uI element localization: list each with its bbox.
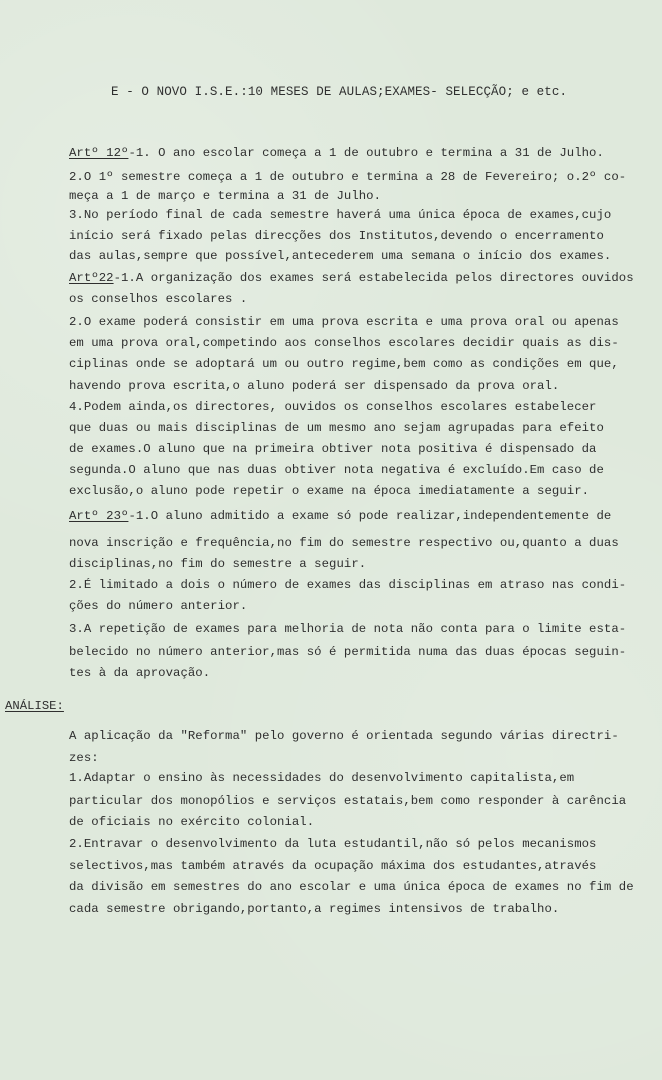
article-22-paragraph-1b: os conselhos escolares . <box>69 292 248 306</box>
article-23-paragraph-3c: tes à da aprovação. <box>69 666 211 680</box>
analysis-line-3: 1.Adaptar o ensino às necessidades do desenvolvimento capitalista,em <box>69 771 575 785</box>
article-12-paragraph-2a: 2.O 1º semestre começa a 1 de outubro e termina a 28 de Fevereiro; o.2º co- <box>69 170 627 184</box>
analysis-line-7: selectivos,mas também através da ocupação máxima dos estudantes,através <box>69 859 597 873</box>
article-23-paragraph-2a: 2.É limitado a dois o número de exames das disciplinas em atraso nas condi- <box>69 578 627 592</box>
analysis-heading: ANÁLISE: <box>5 699 64 713</box>
article-12-label: Artº 12º <box>69 146 129 160</box>
analysis-line-1: A aplicação da "Reforma" pelo governo é orientada segundo várias directri- <box>69 729 619 743</box>
article-12-paragraph-3b: início será fixado pelas direcções dos Institutos,devendo o encerramento <box>69 229 604 243</box>
article-12-line <box>69 147 604 159</box>
article-23-paragraph-2b: ções do número anterior. <box>69 599 248 613</box>
article-22-paragraph-2d: havendo prova escrita,o aluno poderá ser dispensado da prova oral. <box>69 379 560 393</box>
analysis-line-9: cada semestre obrigando,portanto,a regimes intensivos de trabalho. <box>69 902 560 916</box>
article-22-paragraph-4c: de exames.O aluno que na primeira obtiver nota positiva é dispensado da <box>69 442 597 456</box>
article-22-paragraph-4b: que duas ou mais disciplinas de um mesmo ano sejam agrupadas para efeito <box>69 421 604 435</box>
article-23-paragraph-1c: disciplinas,no fim do semestre a seguir. <box>69 557 367 571</box>
document-title: E - O NOVO I.S.E.:10 MESES DE AULAS;EXAMES- SELECÇÃO; e etc. <box>111 85 568 99</box>
article-22-line <box>69 272 634 284</box>
article-22-paragraph-4a: 4.Podem ainda,os directores, ouvidos os conselhos escolares estabelecer <box>69 400 597 414</box>
article-22-text: -1.A organização dos exames será estabelecida pelos directores ouvidos <box>113 271 634 285</box>
analysis-line-4: particular dos monopólios e serviços estatais,bem como responder à carência <box>69 794 627 808</box>
article-22-paragraph-2b: em uma prova oral,competindo aos conselhos escolares decidir quais as dis- <box>69 336 619 350</box>
article-22-label: Artº22 <box>69 271 114 285</box>
analysis-line-2: zes: <box>69 751 99 765</box>
article-23-paragraph-3a: 3.A repetição de exames para melhoria de nota não conta para o limite esta- <box>69 622 627 636</box>
article-12-text: -1. O ano escolar começa a 1 de outubro e termina a 31 de Julho. <box>128 146 604 160</box>
article-23-text: -1.O aluno admitido a exame só pode realizar,independentemente de <box>128 509 612 523</box>
article-12-paragraph-2b: meça a 1 de março e termina a 31 de Julho. <box>69 189 382 203</box>
article-23-line <box>69 510 611 522</box>
article-22-paragraph-4e: exclusão,o aluno pode repetir o exame na época imediatamente a seguir. <box>69 484 590 498</box>
analysis-line-5: de oficiais no exército colonial. <box>69 815 315 829</box>
article-22-paragraph-4d: segunda.O aluno que nas duas obtiver nota negativa é excluído.Em caso de <box>69 463 604 477</box>
analysis-line-6: 2.Entravar o desenvolvimento da luta estudantil,não só pelos mecanismos <box>69 837 597 851</box>
article-12-paragraph-3a: 3.No período final de cada semestre haverá uma única época de exames,cujo <box>69 208 612 222</box>
article-22-paragraph-2c: ciplinas onde se adoptará um ou outro regime,bem como as condições em que, <box>69 357 619 371</box>
article-23-label: Artº 23º <box>69 509 129 523</box>
article-22-paragraph-2a: 2.O exame poderá consistir em uma prova escrita e uma prova oral ou apenas <box>69 315 619 329</box>
analysis-line-8: da divisão em semestres do ano escolar e uma única época de exames no fim de <box>69 880 634 894</box>
article-12-paragraph-3c: das aulas,sempre que possível,antecederem uma semana o início dos exames. <box>69 249 612 263</box>
article-23-paragraph-3b: belecido no número anterior,mas só é permitida numa das duas épocas seguin- <box>69 645 627 659</box>
article-23-paragraph-1b: nova inscrição e frequência,no fim do semestre respectivo ou,quanto a duas <box>69 536 619 550</box>
